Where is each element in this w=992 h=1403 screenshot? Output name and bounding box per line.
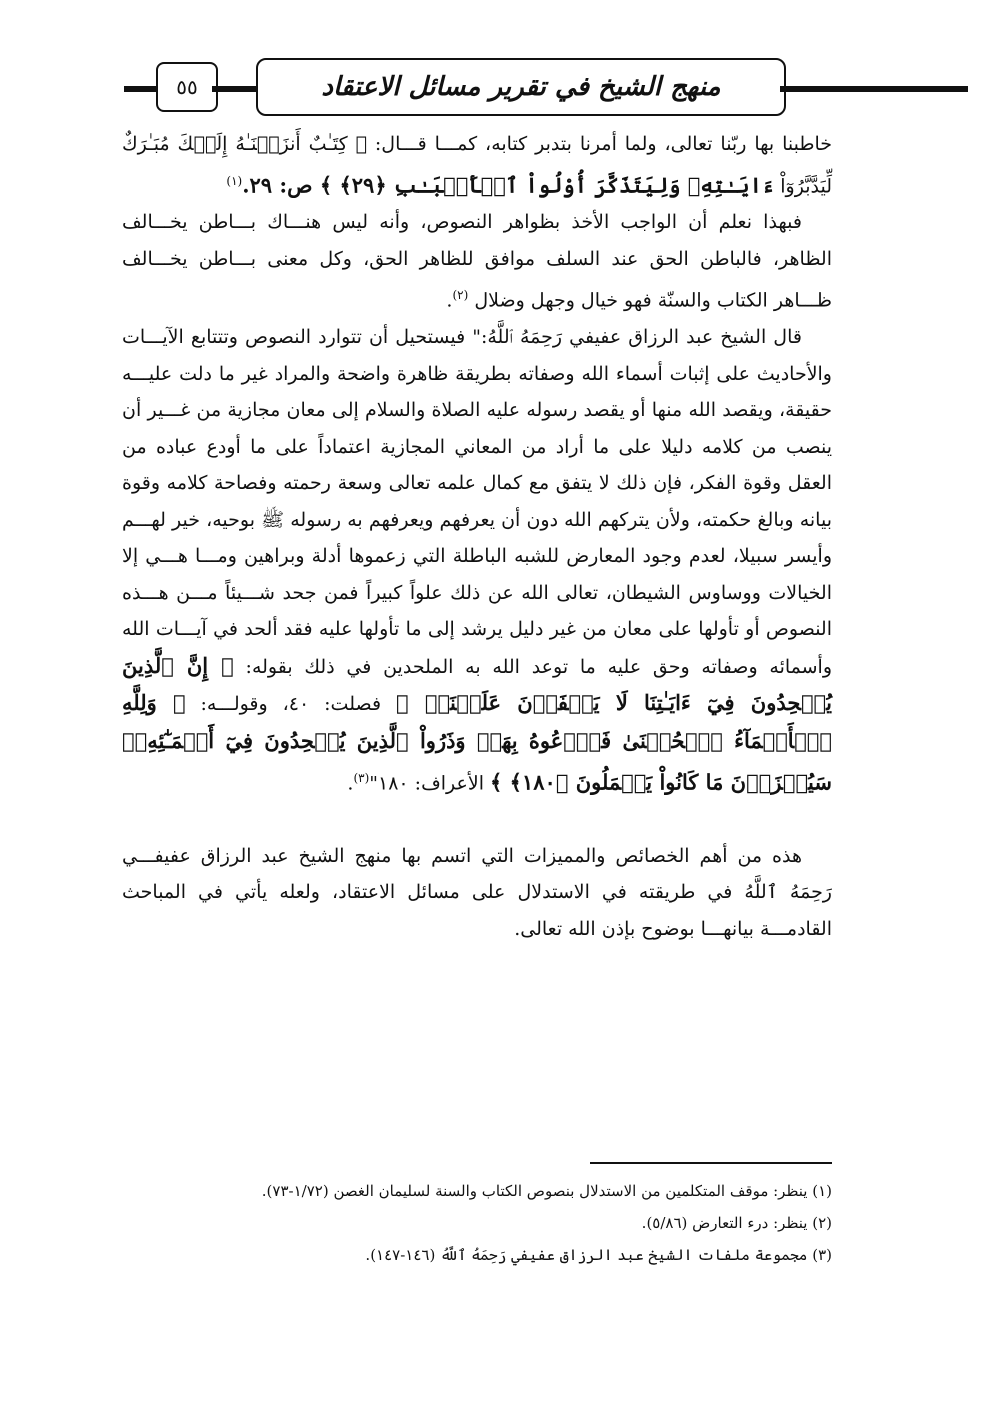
paragraph-4 [122,838,832,948]
header-rule-right [780,86,968,92]
quran-ref-2: الأعراف: ١٨٠" [369,772,484,795]
footnote-3: (٣) مجموعة ملفات الشيخ عبد الرزاق عفيفي رَحِمَهُ ٱللَّهُ (١٤٦-١٤٧). [365,1246,832,1264]
header-rule-left [124,86,160,92]
running-title: منهج الشيخ في تقرير مسائل الاعتقاد [256,58,786,116]
quran-ref-1: فصلت: ٤٠، وقولـــه: [200,693,382,716]
footnotes [200,1175,832,1271]
footnote-ref-3: (٣) [353,771,370,786]
quran-quote-1: ﴿ إِنَّ ٱلَّذِينَ يُلۡحِدُونَ فِيٓ ءَايَـٰتِنَا لَا يَخۡفَوۡنَ عَلَيۡنَآۗ ﴾ [122,652,832,716]
footnote-ref-2: (٢) [452,288,469,303]
footnote-2: (٢) ينظر: درء التعارض (٥/٨٦). [641,1214,832,1232]
footnote-1: (١) ينظر: موقف المتكلمين من الاستدلال بنصوص الكتاب والسنة لسليمان الغصن (١/٧٢-٧٣). [261,1182,832,1200]
header-rule-middle [212,86,262,92]
paragraph-1-line-1: خاطبنا بها ربّنا تعالى، ولما أمرنا بتدبر كتابه، كمـــا قـــال: ﴿ كِتَـٰبٌ أَنزَلۡنَـٰهُ إِلَيۡكَ مُبَـٰرَكٌ لِّيَدَّبَّرُوٓاْ [122,133,832,197]
paragraph-2-text: فبهذا نعلم أن الواجب الأخذ بظواهر النصوص، وأنه ليس هنـــاك بـــاطن يخـــالف الظاهر، فالباطن الحق عند السلف موافق للظاهر الحق، وكل معنى بـــاطن يخـــالف ظـــاهر الكتاب والسنّة فهو خيال وجهل وضلال [122,211,832,312]
paragraph-1 [122,126,832,204]
footnote-separator [590,1162,832,1164]
body-text [122,126,832,947]
page-header [0,58,992,118]
paragraph-2: فبهذا نعلم أن الواجب الأخذ بظواهر النصوص، وأنه ليس هنـــاك بـــاطن يخـــالف الظاهر، فالباطن الحق عند السلف موافق للظاهر الحق، وكل معنى بـــاطن يخـــالف ظـــاهر الكتاب والسنّة فهو خيال وجهل وضلال $^{(٢)}$. [122,211,832,312]
quran-quote-2: ﴿ وَلِلَّهِ ٱلۡأَسۡمَآءُ ٱلۡحُسۡنَىٰ فَٱدۡعُوهُ بِهَاۖ وَذَرُواْ ٱلَّذِينَ يُلۡحِدُونَ فِيٓ أَسۡمَـٰٓئِهِۦۚ سَيُجۡزَوۡنَ مَا كَانُواْ يَعۡمَلُونَ ﴿١٨٠﴾ ﴾ [122,690,832,795]
page-number: ٥٥ [156,62,218,112]
paragraph-3: قال الشيخ عبد الرزاق عفيفي رَحِمَهُ ٱللَّهُ:" فيستحيل أن تتوارد النصوص وتتتابع الآيـــات والأحاديث على إثبات أسماء الله وصفاته بطريقة ظاهرة واضحة والمراد غير ما دلت عليـــه حقيقة، ويقصد الله منها أو يقصد رسوله عليه الصلاة والسلام إلى معان مجازية من غـــير أن ينصب من كلامه دليلا على ما أراد من المعاني المجازية اعتماداً على ما أودع عباده من العقل وقوة الفكر، فإن ذلك لا يتفق مع كمال علمه تعالى وسعة رحمته وفصاحة كلامه وقوة بيانه وبالغ حكمته، ولأن يتركهم الله دون أن يعرفهم ويعرفهم به رسوله ﷺ بوحيه، خير لهـــم وأيسر سبيلا، لعدم وجود المعارض للشبه الباطلة التي زعموها أدلة وبراهين ومـــا هـــي إلا الخيالات ووساوس الشيطان، تعالى الله عن ذلك علواً كبيراً فمن جحد شـــيئاً مـــن هـــذه النصوص أو تأولها على معان من غير دليل يرشد إلى ما تأولها عليه فقد ألحد في آيـــات الله وأسمائه وصفاته وحق عليه ما توعد الله به الملحدين في ذلك بقوله: ﴿ إِنَّ ٱلَّذِينَ يُلۡحِدُونَ فِيٓ ءَايَـٰتِنَا لَا يَخۡفَوۡنَ عَلَيۡنَآۗ ﴾ فصلت: ٤٠، وقولـــه: ﴿ وَلِلَّهِ ٱلۡأَسۡمَآءُ ٱلۡحُسۡنَىٰ فَٱدۡعُوهُ بِهَاۖ وَذَرُواْ ٱلَّذِينَ يُلۡحِدُونَ فِيٓ أَسۡمَـٰٓئِهِۦۚ سَيُجۡزَوۡنَ مَا كَانُواْ يَعۡمَلُونَ ﴿١٨٠﴾ ﴾ الأعراف: ١٨٠"$^{(٣)}$. [122,326,832,795]
paragraph-3-text: قال الشيخ عبد الرزاق عفيفي رَحِمَهُ ٱللَّهُ:" فيستحيل أن تتوارد النصوص وتتتابع الآيـــات والأحاديث على إثبات أسماء الله وصفاته بطريقة ظاهرة واضحة والمراد غير ما دلت عليـــه حقيقة، ويقصد الله منها أو يقصد رسوله عليه الصلاة والسلام إلى معان مجازية من غـــير أن ينصب من كلامه دليلا على ما أراد من المعاني المجازية اعتماداً على ما أودع عباده من العقل وقوة الفكر، فإن ذلك لا يتفق مع كمال علمه تعالى وسعة رحمته وفصاحة كلامه وقوة بيانه وبالغ حكمته، ولأن يتركهم الله دون أن يعرفهم ويعرفهم به رسوله ﷺ بوحيه، خير لهـــم وأيسر سبيلا، لعدم وجود المعارض للشبه الباطلة التي زعموها أدلة وبراهين ومـــا هـــي إلا الخيالات ووساوس الشيطان، تعالى الله عن ذلك علواً كبيراً فمن جحد شـــيئاً مـــن هـــذه النصوص أو تأولها على معان من غير دليل يرشد إلى ما تأولها عليه فقد ألحد في آيـــات الله وأسمائه وصفاته وحق عليه ما توعد الله به الملحدين في ذلك بقوله: [122,326,832,678]
footnote-ref-1: (١) [226,173,243,188]
paragraph-1-line-2: ءَايَـٰتِهِۦ وَلِيَتَذَكَّرَ أُوْلُواْ ٱلۡأَلۡبَـٰبِ ﴿٢٩﴾ ﴾ ص: ٢٩. [242,171,775,197]
paragraph-4-text: هذه من أهم الخصائص والمميزات التي اتسم بها منهج الشيخ عبد الرزاق عفيفـــي رَحِمَهُ ٱللَّهُ في طريقته في الاستدلال على مسائل الاعتقاد، ولعله يأتي في المباحث القادمـــة بيانهـــا بوضوح بإذن الله تعالى. [122,844,832,940]
